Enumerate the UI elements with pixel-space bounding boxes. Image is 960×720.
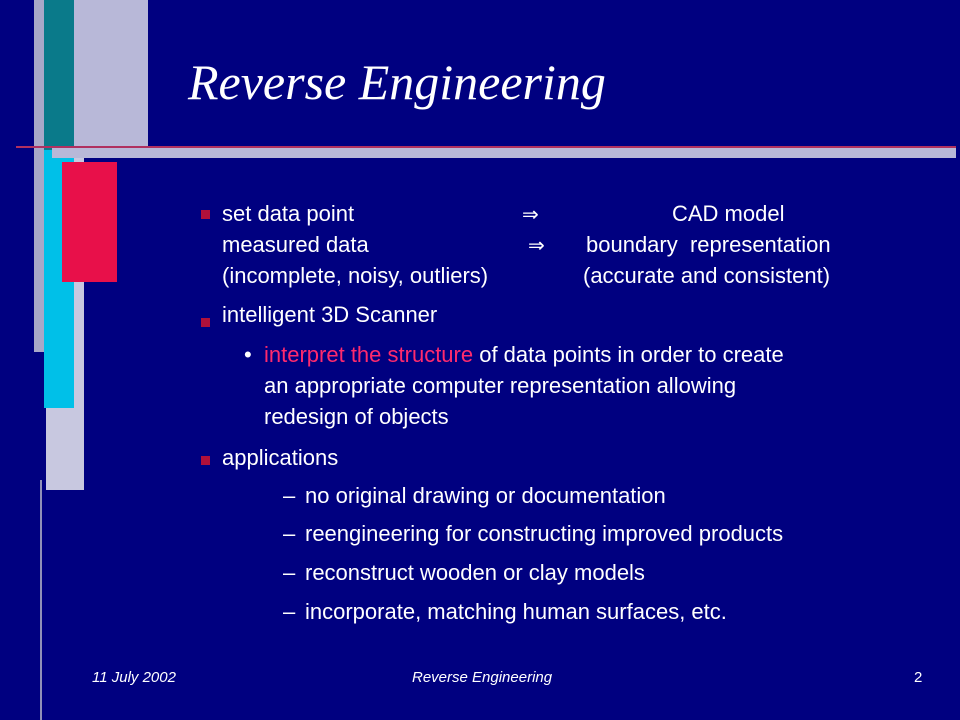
- decor-block-pink: [62, 162, 117, 282]
- bullet-text: applications: [222, 445, 339, 470]
- mapping-row-left: (incomplete, noisy, outliers): [222, 263, 489, 288]
- implies-arrow-icon: ⇒: [522, 202, 539, 226]
- decor-line-thin: [40, 480, 42, 720]
- dash-marker: –: [283, 560, 296, 585]
- bullet-square: [201, 456, 210, 465]
- bullet-square: [201, 210, 210, 219]
- implies-arrow-icon: ⇒: [528, 233, 545, 257]
- sub-bullet-text: of data points in order to create: [473, 342, 784, 367]
- mapping-row-left: set data point: [222, 201, 355, 226]
- slide-title: Reverse Engineering: [188, 54, 606, 110]
- title-underline-bar: [52, 148, 956, 158]
- mapping-row-right: boundary representation: [586, 232, 831, 257]
- sub-bullet-line: an appropriate computer representation allowing: [264, 373, 737, 398]
- mapping-row-right: (accurate and consistent): [583, 263, 831, 288]
- sub-bullet-line: [264, 340, 784, 370]
- decor-block-lavender: [74, 0, 148, 148]
- page-number: 2: [914, 669, 923, 686]
- bullet-square: [201, 318, 210, 327]
- highlight-text: interpret the structure: [264, 342, 474, 367]
- footer-date: 11 July 2002: [92, 669, 176, 686]
- dash-marker: –: [283, 599, 296, 624]
- mapping-row-right: CAD model: [672, 201, 785, 226]
- footer-title: Reverse Engineering: [412, 669, 553, 686]
- bullet-text: intelligent 3D Scanner: [222, 302, 438, 327]
- mapping-row-left: measured data: [222, 232, 369, 257]
- application-item: reconstruct wooden or clay models: [305, 560, 645, 585]
- sub-bullet-dot: •: [244, 342, 252, 367]
- application-item: reengineering for constructing improved products: [305, 521, 784, 546]
- dash-marker: –: [283, 483, 296, 508]
- dash-marker: –: [283, 521, 296, 546]
- application-item: no original drawing or documentation: [305, 483, 666, 508]
- sub-bullet-line: redesign of objects: [264, 404, 449, 429]
- application-item: incorporate, matching human surfaces, etc.: [305, 599, 727, 624]
- decor-block-teal-dark: [44, 0, 74, 150]
